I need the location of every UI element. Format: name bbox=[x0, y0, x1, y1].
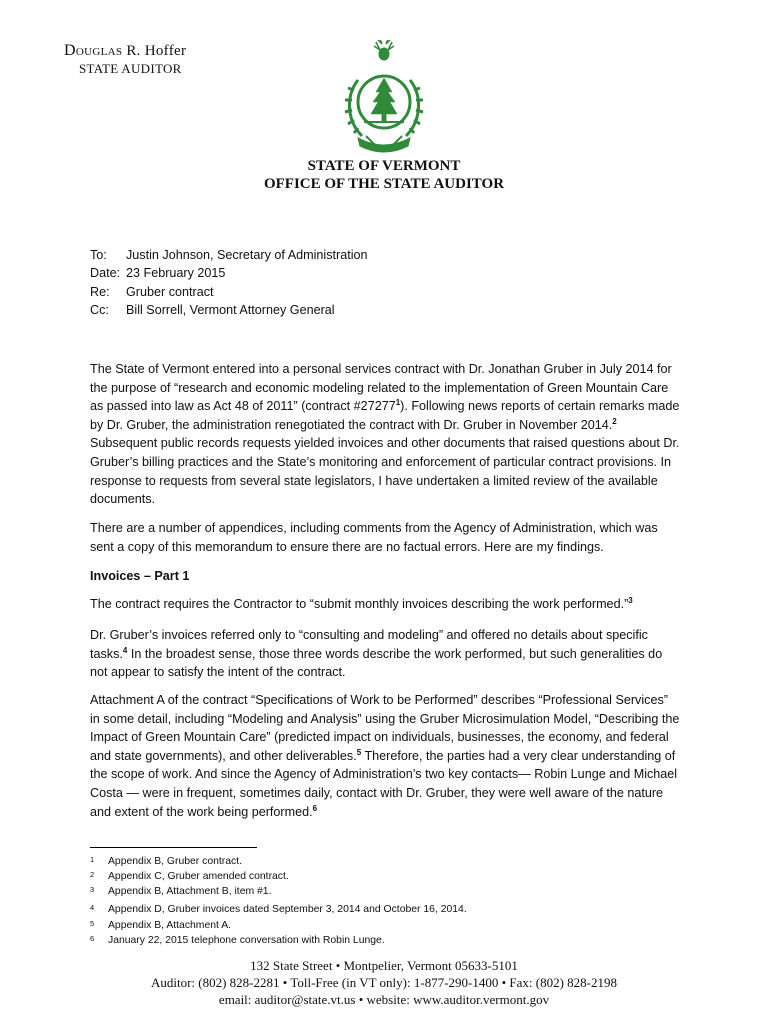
paragraph-4-part-b: In the broadest sense, those three words describe the work performed, but such generalities do not appear to satisfy the intent of the contract. bbox=[90, 646, 663, 680]
vermont-state-seal-icon bbox=[336, 40, 432, 156]
memo-date-value: 23 February 2015 bbox=[126, 266, 226, 280]
auditor-name-first-initial: D bbox=[64, 42, 76, 59]
memo-to-label: To: bbox=[90, 248, 107, 262]
footer-phones: Auditor: (802) 828-2281 • Toll-Free (in VT only): 1-877-290-1400 • Fax: (802) 828-2198 bbox=[150, 975, 618, 990]
memo-to-row bbox=[90, 246, 368, 264]
office-name-line-2: OFFICE OF THE STATE AUDITOR bbox=[263, 176, 505, 192]
memo-date-label: Date: bbox=[90, 266, 121, 280]
memo-to-value: Justin Johnson, Secretary of Administration bbox=[126, 248, 368, 262]
paragraph-5-part-a: Attachment A of the contract “Specifications of Work to be Performed” describes “Professional Services” in some detail, including “Modeling and Analysis” using the Gruber Microsimulation Model, “Describing the Impact of Green Mountain Care” (predicted impact on individuals, businesses, the economy, and federal and state governments), and other deliverables. bbox=[90, 693, 680, 763]
paragraph-1-part-a: The State of Vermont entered into a personal services contract with Dr. Jonathan Gruber in July 2014 for the purpose of “research and economic modeling related to the implementation of Green Mountain Care as passed into law as Act 48 of 2011” (contract #27277 bbox=[90, 362, 672, 414]
auditor-title: STATE AUDITOR bbox=[79, 61, 182, 76]
paragraph-5 bbox=[90, 691, 680, 821]
paragraph-1-part-c: Subsequent public records requests yielded invoices and other documents that raised questions about Dr. Gruber’s billing practices and the State’s monitoring and enforcement of particular contract provisions. In response to requests from several state legislators, I have undertaken a limited review of the available documents. bbox=[90, 436, 680, 507]
footnote-divider bbox=[90, 847, 257, 848]
footnote: 3 Appendix B, Attachment B, item #1. bbox=[90, 885, 272, 897]
memo-re-label: Re: bbox=[90, 285, 110, 299]
memo-re-row bbox=[90, 283, 214, 301]
paragraph-4 bbox=[90, 626, 680, 682]
memo-cc-row bbox=[90, 301, 335, 319]
footnote-ref-5: 5 bbox=[356, 747, 362, 757]
paragraph-3-text: The contract requires the Contractor to “submit monthly invoices describing the work performed.” bbox=[90, 597, 629, 611]
memo-date-row bbox=[90, 264, 225, 282]
memo-cc-value: Bill Sorrell, Vermont Attorney General bbox=[126, 303, 335, 317]
paragraph-3 bbox=[90, 595, 680, 614]
footnote-ref-6: 6 bbox=[312, 803, 318, 813]
section-heading: Invoices – Part 1 bbox=[90, 569, 190, 583]
footnote: 6 January 22, 2015 telephone conversation with Robin Lunge. bbox=[90, 934, 385, 946]
paragraph-1-part-b: ). Following news reports of certain remarks made by Dr. Gruber, the administration renegotiated the contract with Dr. Gruber in November 2014. bbox=[90, 399, 680, 432]
footnote-ref-4: 4 bbox=[122, 645, 128, 655]
footer-address: 132 State Street • Montpelier, Vermont 05633-5101 bbox=[250, 958, 518, 973]
auditor-name-first-rest: ouglas bbox=[75, 43, 123, 59]
footnote: 4 Appendix D, Gruber invoices dated September 3, 2014 and October 16, 2014. bbox=[90, 903, 467, 915]
footnote-ref-2: 2 bbox=[612, 416, 617, 426]
office-name-line-1: STATE OF VERMONT bbox=[307, 158, 461, 174]
memo-cc-label: Cc: bbox=[90, 303, 109, 317]
paragraph-1 bbox=[90, 360, 680, 509]
auditor-name bbox=[64, 42, 186, 60]
paragraph-5-part-b: Therefore, the parties had a very clear understanding of the scope of work. And since the Agency of Administration’s two key contacts— Robin Lunge and Michael Costa — were in frequent, sometimes daily, contact with Dr. Gruber, they were well aware of the nature and extent of the work being performed. bbox=[90, 748, 678, 819]
footnote: 2 Appendix C, Gruber amended contract. bbox=[90, 870, 289, 882]
footer-contact: email: auditor@state.vt.us • website: www.auditor.vermont.gov bbox=[218, 992, 550, 1007]
paragraph-4-part-a: Dr. Gruber’s invoices referred only to “consulting and modeling” and offered no details about specific tasks. bbox=[90, 628, 648, 661]
auditor-name-last: R. Hoffer bbox=[126, 43, 187, 59]
memo-re-value: Gruber contract bbox=[126, 285, 214, 299]
paragraph-2: There are a number of appendices, including comments from the Agency of Administration, which was sent a copy of this memorandum to ensure there are no factual errors. Here are my findings. bbox=[90, 521, 658, 554]
footnote-ref-3: 3 bbox=[628, 595, 633, 605]
footnote: 1 Appendix B, Gruber contract. bbox=[90, 855, 242, 867]
footnote-ref-1: 1 bbox=[395, 398, 401, 407]
footnote: 5 Appendix B, Attachment A. bbox=[90, 919, 232, 931]
